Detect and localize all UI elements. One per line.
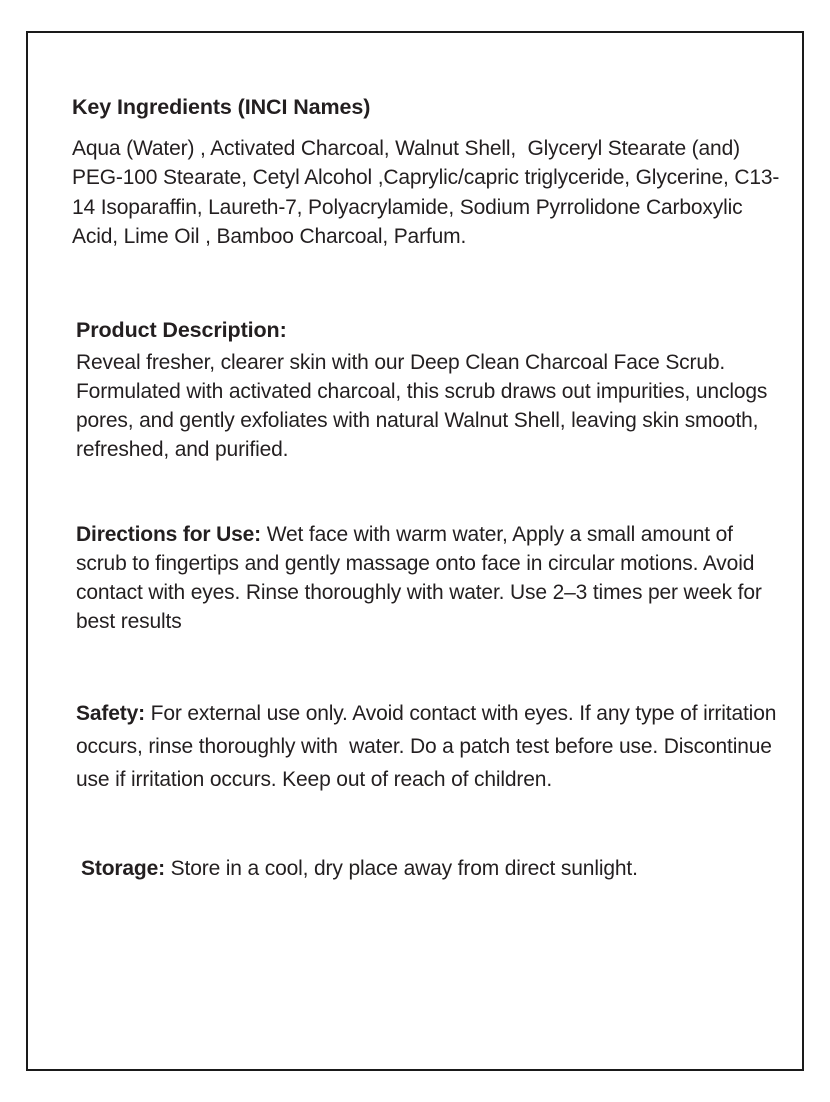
product-description-heading: Product Description:: [76, 317, 287, 342]
section-product-description: [76, 316, 782, 464]
section-key-ingredients: [72, 93, 782, 252]
storage-paragraph: [81, 852, 782, 885]
label-content: [28, 33, 802, 1069]
safety-paragraph: [76, 697, 782, 796]
storage-body: Store in a cool, dry place away from direct sunlight.: [164, 856, 638, 880]
key-ingredients-heading: Key Ingredients (INCI Names): [72, 95, 371, 119]
key-ingredients-list: Aqua (Water) , Activated Charcoal, Walnut Shell, Glyceryl Stearate (and) PEG-100 Stearate, Cetyl Alcohol ,Caprylic/capric triglyceride, Glycerine, C13-14 Isoparaffin, Laureth-7, Polyacrylamide, Sodium Pyrrolidone Carboxylic Acid, Lime Oil , Bamboo Charcoal, Parfum.: [72, 136, 780, 249]
directions-heading: Directions for Use:: [76, 522, 262, 546]
product-description-body: Reveal fresher, clearer skin with our Deep Clean Charcoal Face Scrub. Formulated with activated charcoal, this scrub draws out impurities, unclogs pores, and gently exfoliates with natural Walnut Shell, leaving skin smooth, refreshed, and purified.: [76, 350, 773, 461]
label-border-frame: [26, 31, 804, 1071]
directions-body: Wet face with warm water, Apply a small amount of scrub to fingertips and gently massage onto face in circular motions. Avoid contact with eyes. Rinse thoroughly with water. Use 2–3 times per week for best results: [76, 522, 768, 633]
directions-paragraph: [76, 520, 782, 636]
section-safety: [76, 697, 782, 796]
storage-heading: Storage:: [81, 856, 165, 880]
safety-heading: Safety:: [76, 701, 145, 725]
section-storage: [81, 852, 782, 885]
safety-body: For external use only. Avoid contact with eyes. If any type of irritation occurs, rinse thoroughly with water. Do a patch test before use. Discontinue use if irritation occurs. Keep out of reach of children.: [76, 701, 782, 791]
section-directions-for-use: [76, 520, 782, 636]
